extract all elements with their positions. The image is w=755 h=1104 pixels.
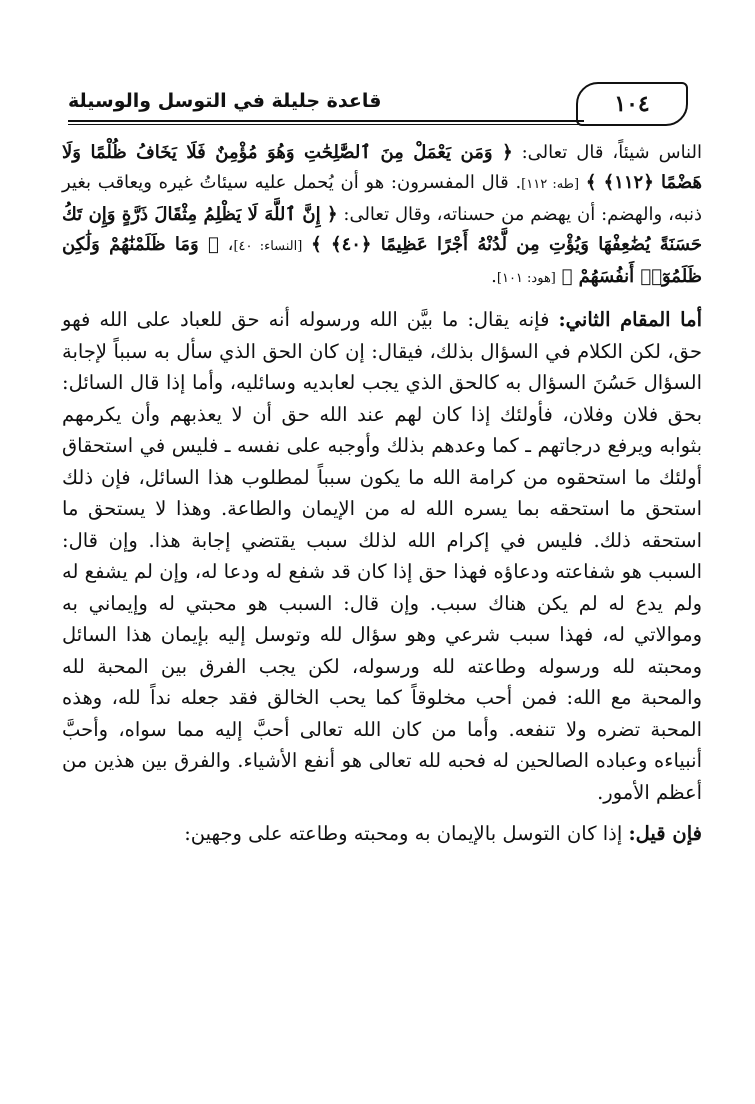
paragraph-second-station bbox=[62, 304, 702, 808]
verse-reference: [النساء: ٤٠] bbox=[233, 239, 303, 254]
header-rule bbox=[68, 120, 584, 122]
page-number: ١٠٤ bbox=[576, 82, 688, 126]
paragraph-text: إذا كان التوسل بالإيمان به ومحبته وطاعته على وجهين: bbox=[184, 822, 629, 845]
verse-reference: [هود: ١٠١] bbox=[496, 271, 556, 286]
text-run: ، bbox=[218, 234, 234, 255]
quran-verse: ﴿ إِنَّ ٱللَّهَ لَا يَظْلِمُ مِثْقَالَ ذَرَّةٍ وَإِن تَكُ حَسَنَةً يُضَٰعِفْهَا وَيُؤْتِ مِن لَّدُنْهُ أَجْرًا عَظِيمًا ﴿٤٠﴾ ﴾ bbox=[62, 204, 703, 255]
page-body bbox=[62, 138, 702, 850]
page-header bbox=[68, 78, 688, 134]
header-rule-thin bbox=[68, 124, 584, 125]
paragraph-objection bbox=[62, 818, 702, 850]
text-run: . bbox=[491, 266, 497, 287]
quran-verse: ﴿ وَمَا ظَلَمْنَٰهُمْ وَلَٰكِن ظَلَمُوٓا۟ أَنفُسَهُمْ ﴾ bbox=[62, 234, 702, 287]
paragraph-text: فإنه يقال: ما بيَّن الله ورسوله أنه حق للعباد على الله فهو حق، لكن الكلام في السؤال بذلك، فيقال: إن كان الحق الذي سأل به سبباً لإجابة السؤال حَسُنَ السؤال به كالحق الذي يجب لعابديه وسائليه، وأما إذا قال السائل: بحق فلان وفلان، فأولئك إذا كان لهم عند الله حق أن لا يعذبهم وأن يكرمهم بثوابه ويرفع درجاتهم ـ كما وعدهم بذلك وأوجبه على نفسه ـ فليس في استحقاق أولئك ما استحقوه من كرامة الله ما يكون سبباً لمطلوب هذا السائل، فإن ذلك استحق ما استحقه بما يسره الله له من الإيمان والطاعة. وهذا لا يستحق ما استحقه ذلك. فليس في إكرام الله لذلك سبب يقتضي إجابة هذا. وإن قال: السبب هو شفاعته ودعاؤه فهذا حق إذا كان قد شفع له ودعا له، وإن لم يشفع له ولم يدع له لم يكن هناك سبب. وإن قال: السبب هو محبتي له وإيماني به وموالاتي له، فهذا سبب شرعي وهو سؤال لله وتوسل إليه بإيمان هذا السائل ومحبته لله ورسوله وطاعته لله ورسوله، لكن يجب الفرق بين المحبة لله والمحبة مع الله: فمن أحب مخلوقاً كما يحب الخالق فقد جعله نداً لله، وهذه المحبة تضره ولا تنفعه. وأما من كان الله تعالى أحبَّ إليه مما سواه، وأحبَّ أنبياءه وعباده الصالحين له فحبه لله تعالى هو أنفع الأشياء. والفرق بين هذين من أعظم الأمور. bbox=[62, 308, 702, 804]
section-heading: فإن قيل: bbox=[628, 822, 702, 845]
text-run: . قال المفسرون: هو أن يُحمل عليه سيئاتُ غيره ويعاقب بغير ذنبه، والهضم: أن يهضم من حسناته، وقال تعالى: bbox=[62, 172, 702, 225]
verse-reference: [طه: ١١٢] bbox=[521, 177, 580, 192]
paragraph-quran-quotes bbox=[62, 138, 702, 294]
section-heading: أما المقام الثاني: bbox=[558, 308, 702, 331]
text-run: الناس شيئاً، قال تعالى: bbox=[512, 142, 702, 163]
quran-verse: ﴿ وَمَن يَعْمَلْ مِنَ ٱلصَّٰلِحَٰتِ وَهُوَ مُؤْمِنٌ فَلَا يَخَافُ ظُلْمًا وَلَا هَضْمًا ﴿١١٢﴾ ﴾ bbox=[62, 142, 702, 193]
running-title: قاعدة جليلة في التوسل والوسيلة bbox=[68, 90, 382, 112]
